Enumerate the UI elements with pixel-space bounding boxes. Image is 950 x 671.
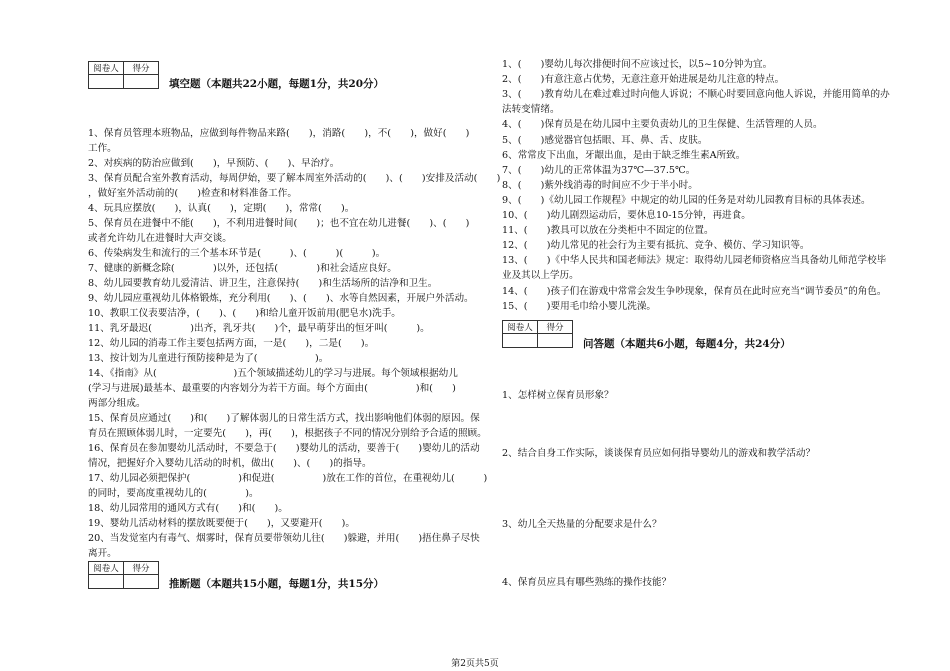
question-line: 9、幼儿园应重视幼儿体格锻炼，充分利用( )、( )、水等自然因素，开展户外活动。 [88, 293, 474, 304]
question-line: 8、幼儿园要教育幼儿爱清洁、讲卫生，注意保持( )和生活场所的洁净和卫生。 [88, 278, 438, 289]
question-line: 两部分组成。 [88, 398, 146, 409]
question-line: 3、幼儿全天热量的分配要求是什么？ [502, 519, 662, 530]
question-line: 的同时，要高度重视幼儿的( )。 [88, 488, 259, 499]
score-label-score: 得分 [124, 62, 159, 75]
question-line: 12、幼儿园的消毒工作主要包括两方面，一是( )，二是( )。 [88, 338, 375, 349]
score-label-grader: 阅卷人 [503, 321, 538, 334]
score-cell [89, 575, 124, 589]
question-line: 业及其以上学历。 [502, 270, 579, 282]
question-line: 情况，把握好介入婴幼儿活动的时机，做出( )、( )的指导。 [88, 458, 372, 469]
question-line: 18、幼儿园常用的通风方式有( )和( )。 [88, 503, 288, 514]
question-line: 6、传染病发生和流行的三个基本环节是( )、( )( )。 [88, 248, 386, 259]
question-line: 19、婴幼儿活动材料的摆放既要便于( )，又要避开( )。 [88, 518, 356, 529]
page-number: 第2页共5页 [451, 659, 499, 669]
question-line: 10、( )幼儿剧烈运动后，要休息10-15分钟，再进食。 [502, 210, 751, 221]
score-box-qa [502, 320, 573, 348]
fill-section-title: 填空题（本题共22小题，每题1分，共20分） [169, 78, 385, 90]
question-line: 1、( )婴幼儿每次排便时间不应该过长，以5~10分钟为宜。 [502, 59, 773, 70]
question-line: 育员在照顾体弱儿时，一定要先( )，再( )，根据孩子不同的情况分别给予合适的照顾。 [88, 428, 487, 439]
question-line: 7、健康的新概念除( )以外，还包括( )和社会适应良好。 [88, 263, 397, 274]
question-line: 6、常常皮下出血，牙龈出血，是由于缺乏维生素A所致。 [502, 149, 746, 161]
score-label-grader: 阅卷人 [89, 62, 124, 75]
question-line: 12、( )幼儿常见的社会行为主要有抵抗、竞争、模仿、学习知识等。 [502, 240, 810, 252]
question-line: 11、乳牙最迟( )出齐，乳牙共( )个，最早萌芽出的恒牙叫( )。 [88, 323, 430, 334]
question-line: 15、保育员应通过( )和( )了解体弱儿的日常生活方式，找出影响他们体弱的原因。保 [88, 413, 480, 424]
score-cell [124, 575, 159, 589]
question-line: 8、( )紫外线消毒的时间应不少于半小时。 [502, 179, 698, 191]
question-line: 4、保育员应具有哪些熟练的操作技能？ [502, 577, 672, 588]
question-line: 1、保育员管理本班物品，应做到每件物品来路( )，消路( )，不( )，做好( ) [88, 128, 470, 139]
score-cell [89, 75, 124, 89]
question-line: 16、保育员在参加婴幼儿活动时，不要急于( )婴幼儿的活动，要善于( )婴幼儿的活动 [88, 443, 480, 454]
score-cell [538, 334, 573, 348]
question-line: 5、( )感觉器官包括眼、耳、鼻、舌、皮肤。 [502, 134, 708, 146]
question-line: 1、怎样树立保育员形象？ [502, 390, 614, 401]
score-label-score: 得分 [124, 562, 159, 575]
question-line: 13、按计划为儿童进行预防接种是为了( )。 [88, 353, 329, 364]
score-cell [503, 334, 538, 348]
judge-section-title: 推断题（本题共15小题，每题1分，共15分） [169, 578, 385, 590]
score-label-score: 得分 [538, 321, 573, 334]
question-line: 14、( )孩子们在游戏中常常会发生争吵现象，保育员在此时应充当“调节委员”的角色。 [502, 285, 887, 297]
question-line: ，做好室外活动前的( )检查和材料准备工作。 [88, 188, 297, 199]
question-line: 9、( )《幼儿园工作规程》中规定的幼儿园的任务是对幼儿园教育目标的具体表述。 [502, 194, 871, 206]
question-line: 4、( )保育员是在幼儿园中主要负责幼儿的卫生保健、生活管理的人员。 [502, 119, 823, 131]
question-line: 2、对疾病的防治应做到( )，早预防、( )、早治疗。 [88, 158, 340, 169]
score-box-fill [88, 61, 159, 89]
question-line: 2、结合自身工作实际，谈谈保育员应如何指导婴幼儿的游戏和教学活动？ [502, 448, 816, 459]
question-line: 4、玩具应摆放( )，认真( )，定期( )，常常( )。 [88, 203, 355, 214]
question-line: 5、保育员在进餐中不能( )，不利用进餐时间( )；也不宜在幼儿进餐( )、( ) [88, 218, 470, 229]
question-line: 10、教职工仪表要洁净，( )、( )和给儿童开饭前用(肥皂水)洗手。 [88, 308, 401, 319]
question-line: 13、( )《中华人民共和国老师法》规定：取得幼儿园老师资格应当具备幼儿师范学校毕 [502, 255, 887, 267]
question-line: 11、( )教具可以放在分类柜中不固定的位置。 [502, 225, 714, 237]
question-line: (学习与进展)最基本、最重要的内容划分为若干方面。每个方面由( )和( ) [88, 383, 456, 394]
question-line: 20、当发觉室内有毒气、烟雾时，保育员要带领幼儿往( )躲避，并用( )捂住鼻子尽快 [88, 533, 480, 544]
score-label-grader: 阅卷人 [89, 562, 124, 575]
question-line: 法转变情绪。 [502, 104, 560, 116]
question-line: 7、( )幼儿的正常体温为37℃—37.5℃。 [502, 164, 696, 176]
question-line: 14、《指南》从( )五个领域描述幼儿的学习与进展。每个领域根据幼儿 [88, 368, 458, 379]
question-line: 工作。 [88, 143, 117, 154]
score-cell [124, 75, 159, 89]
question-line: 15、( )要用毛巾给小婴儿洗澡。 [502, 300, 657, 312]
question-line: 3、( )教育幼儿在难过难过时向他人诉说；不顺心时要回意向他人诉说，并能用简单的办 [502, 89, 890, 101]
question-line: 离开。 [88, 548, 117, 559]
question-line: 2、( )有意注意占优势，无意注意开始进展是幼儿注意的特点。 [502, 74, 785, 86]
question-line: 17、幼儿园必须把保护( )和促进( )放在工作的首位，在重视幼儿( ) [88, 473, 488, 484]
question-line: 或者允许幼儿在进餐时大声交谈。 [88, 233, 232, 244]
score-box-judge [88, 561, 159, 589]
qa-section-title: 问答题（本题共6小题，每题4分，共24分） [583, 338, 791, 350]
question-line: 3、保育员配合室外教育活动，每周伊始，要了解本周室外活动的( )、( )安排及活动( ) [88, 173, 501, 184]
